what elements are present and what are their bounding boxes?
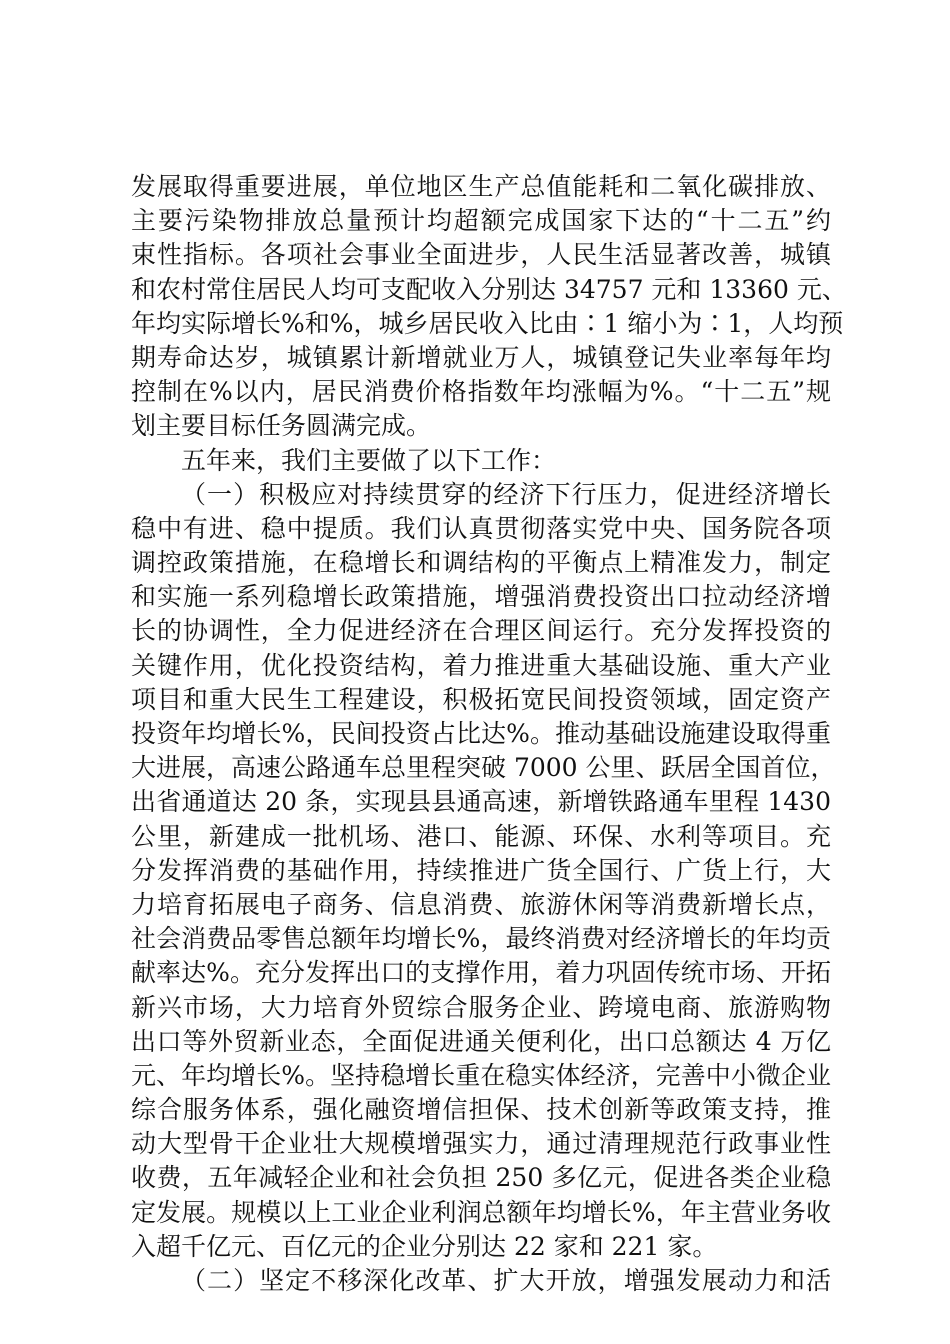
text-line: 关键作用，优化投资结构，着力推进重大基础设施、重大产业 <box>131 650 831 680</box>
text-line: 束性指标。各项社会事业全面进步，人民生活显著改善，城镇 <box>131 240 831 270</box>
text-line: 力培育拓展电子商务、信息消费、旅游休闲等消费新增长点， <box>131 889 831 919</box>
text-line: 动大型骨干企业壮大规模增强实力，通过清理规范行政事业性 <box>131 1129 831 1159</box>
text-line: 新兴市场，大力培育外贸综合服务企业、跨境电商、旅游购物 <box>131 992 831 1022</box>
text-line: 和实施一系列稳增长政策措施，增强消费投资出口拉动经济增 <box>131 582 831 612</box>
text-line: 收费，五年减轻企业和社会负担 250 多亿元，促进各类企业稳 <box>131 1163 831 1193</box>
text-line: 出口等外贸新业态，全面促进通关便利化，出口总额达 4 万亿 <box>131 1026 831 1056</box>
text-line: 社会消费品零售总额年均增长%，最终消费对经济增长的年均贡 <box>131 924 831 954</box>
text-line: 投资年均增长%，民间投资占比达%。推动基础设施建设取得重 <box>131 719 831 748</box>
paragraph-start-line: 五年来，我们主要做了以下工作： <box>181 445 557 475</box>
text-line: 发展取得重要进展，单位地区生产总值能耗和二氧化碳排放、 <box>131 172 831 201</box>
text-line: 年均实际增长%和%，城乡居民收入比由∶1 缩小为∶1，人均预 <box>131 308 844 338</box>
body-text <box>131 170 847 1298</box>
text-line: 和农村常住居民人均可支配收入分别达 34757 元和 13360 元、 <box>131 274 847 304</box>
text-line: 出省通道达 20 条，实现县县通高速，新增铁路通车里程 1430 <box>131 787 831 817</box>
text-line: 综合服务体系，强化融资增信担保、技术创新等政策支持，推 <box>131 1095 831 1125</box>
text-line: 献率达%。充分发挥出口的支撑作用，着力巩固传统市场、开拓 <box>131 958 831 988</box>
text-line: 稳中有进、稳中提质。我们认真贯彻落实党中央、国务院各项 <box>131 513 831 543</box>
text-line: 项目和重大民生工程建设，积极拓宽民间投资领域，固定资产 <box>131 684 831 714</box>
text-line: 主要污染物排放总量预计均超额完成国家下达的“十二五”约 <box>131 206 831 236</box>
text-line: 期寿命达岁，城镇累计新增就业万人，城镇登记失业率每年均 <box>131 342 831 372</box>
text-line: 定发展。规模以上工业企业利润总额年均增长%，年主营业务收 <box>131 1197 831 1227</box>
text-line: 调控政策措施，在稳增长和调结构的平衡点上精准发力，制定 <box>131 548 831 578</box>
section-heading-line: （一）积极应对持续贯穿的经济下行压力，促进经济增长 <box>181 479 831 509</box>
text-line: 控制在%以内，居民消费价格指数年均涨幅为%。“十二五”规 <box>131 377 831 407</box>
text-line: 长的协调性，全力促进经济在合理区间运行。充分发挥投资的 <box>131 616 831 646</box>
text-line: 大进展，高速公路通车总里程突破 7000 公里、跃居全国首位， <box>131 753 836 783</box>
section-heading-line: （二）坚定不移深化改革、扩大开放，增强发展动力和活 <box>181 1266 831 1295</box>
text-line: 分发挥消费的基础作用，持续推进广货全国行、广货上行，大 <box>131 855 831 885</box>
text-line: 元、年均增长%。坚持稳增长重在稳实体经济，完善中小微企业 <box>131 1060 831 1090</box>
text-line: 入超千亿元、百亿元的企业分别达 22 家和 221 家。 <box>131 1231 718 1261</box>
text-line: 公里，新建成一批机场、港口、能源、环保、水利等项目。充 <box>131 821 831 851</box>
text-line: 划主要目标任务圆满完成。 <box>131 411 432 441</box>
